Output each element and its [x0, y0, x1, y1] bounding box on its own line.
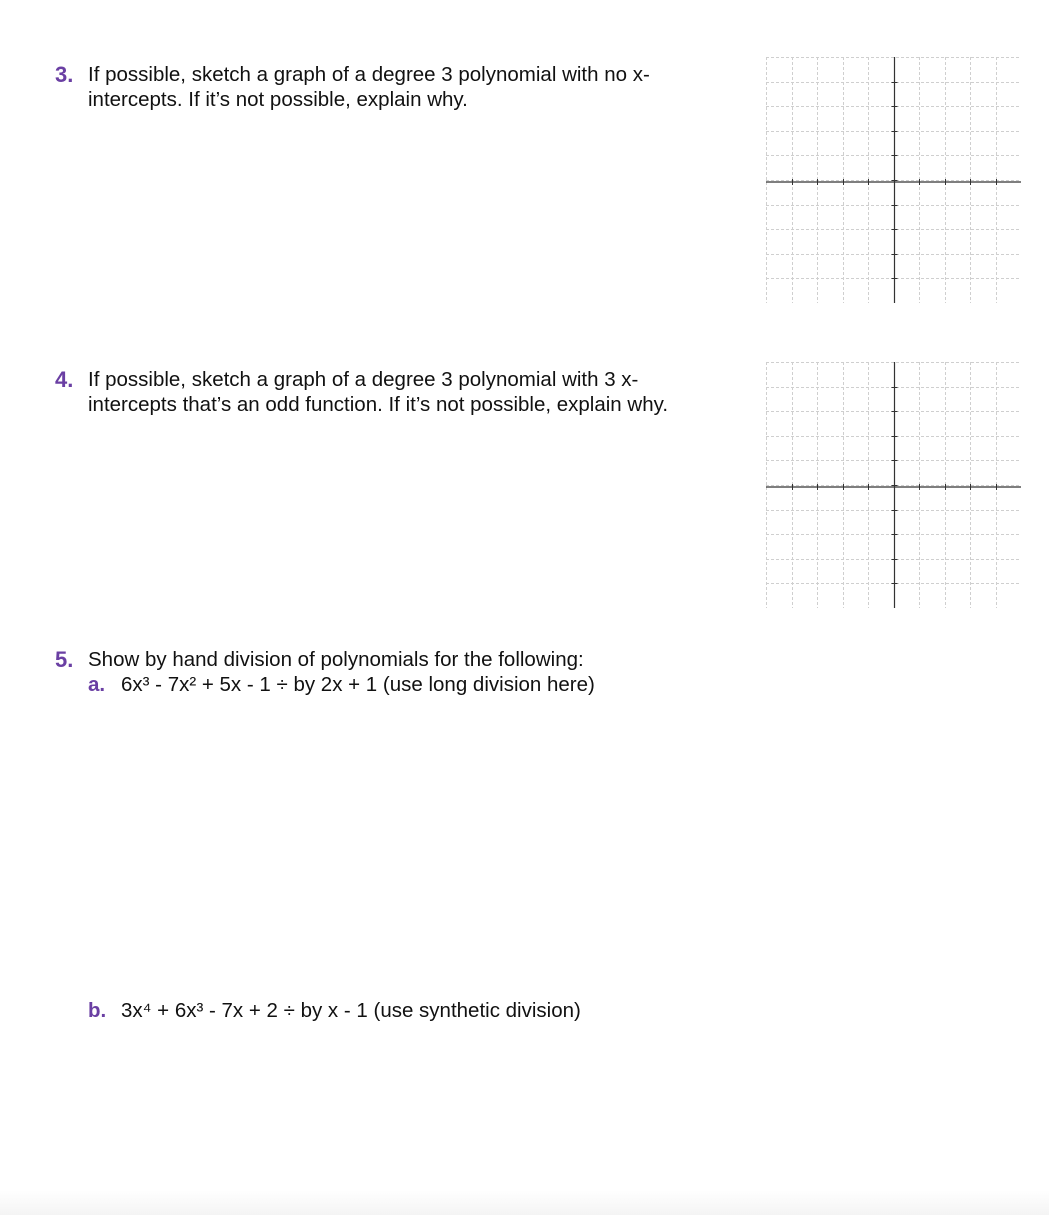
question-5b	[88, 998, 581, 1023]
question-3-line-2: intercepts. If it’s not possible, explain why.	[88, 88, 468, 111]
question-3-number: 3.	[55, 62, 74, 87]
question-3-text	[88, 62, 650, 112]
question-5-text	[88, 647, 584, 672]
question-5a-text: 6x³ - 7x² + 5x - 1 ÷ by 2x + 1 (use long division here)	[121, 673, 595, 696]
question-5-number: 5.	[55, 647, 74, 672]
question-3-line-1: If possible, sketch a graph of a degree 3 polynomial with no x-	[88, 63, 650, 86]
question-5a-label: a.	[88, 673, 106, 696]
coordinate-grid-q4[interactable]	[766, 362, 1021, 608]
question-5b-text: 3x⁴ + 6x³ - 7x + 2 ÷ by x - 1 (use synthetic division)	[121, 999, 581, 1022]
question-5b-label: b.	[88, 999, 107, 1022]
question-4-line-2: intercepts that’s an odd function. If it’s not possible, explain why.	[88, 393, 669, 416]
coordinate-grid-q3[interactable]	[766, 57, 1021, 303]
question-4-number: 4.	[55, 367, 74, 392]
question-5-line-1: Show by hand division of polynomials for the following:	[88, 648, 584, 671]
question-4-text	[88, 367, 668, 417]
page-bottom-edge	[0, 1190, 1049, 1215]
question-4-line-1: If possible, sketch a graph of a degree 3 polynomial with 3 x-	[88, 368, 639, 391]
question-5a	[88, 672, 595, 697]
